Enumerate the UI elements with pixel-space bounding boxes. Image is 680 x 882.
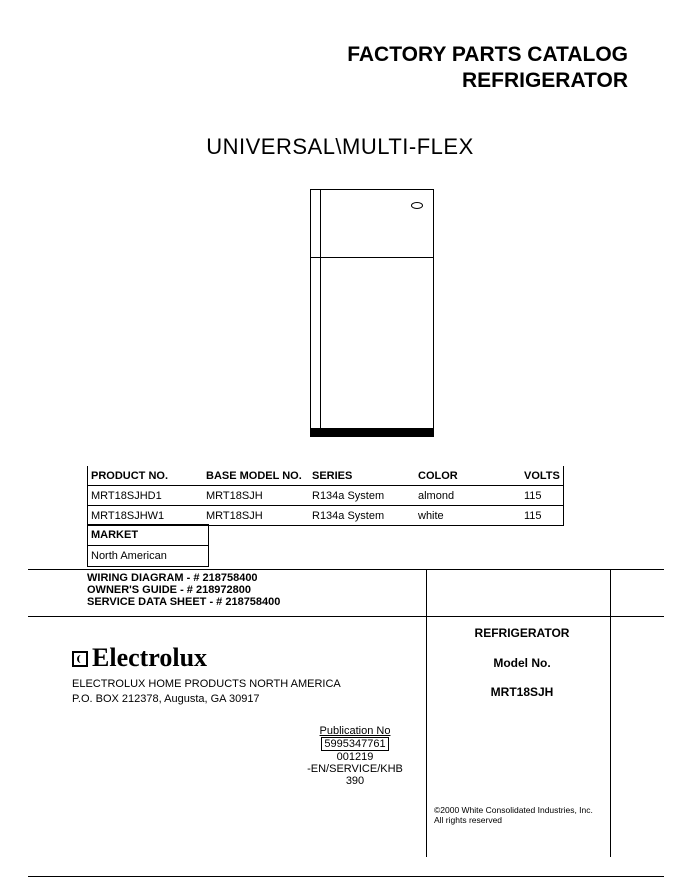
publication-label: Publication No xyxy=(319,725,391,737)
copyright-line-1: ©2000 White Consolidated Industries, Inc. xyxy=(434,805,593,815)
service-data-sheet-ref: SERVICE DATA SHEET - # 218758400 xyxy=(87,596,281,608)
divider-top xyxy=(28,569,664,570)
document-references xyxy=(87,572,280,608)
market-value: North American xyxy=(91,550,167,562)
door-handle xyxy=(411,202,423,209)
col-color: COLOR xyxy=(418,469,458,482)
product-line-subtitle: UNIVERSAL\MULTI-FLEX xyxy=(206,134,474,159)
address-line-2: P.O. BOX 212378, Augusta, GA 30917 xyxy=(72,693,260,705)
copyright-line-2: All rights reserved xyxy=(434,815,503,825)
refrigerator-illustration xyxy=(310,189,434,437)
model-label: Model No. xyxy=(493,656,551,670)
publication-dept: -EN/SERVICE/KHB xyxy=(307,763,403,775)
divider-bottom xyxy=(28,876,664,877)
cell-volts: 115 xyxy=(521,506,563,526)
brand-name: Electrolux xyxy=(92,643,208,672)
publication-number: 5995347761 xyxy=(321,737,388,751)
col-product-no: PRODUCT NO. xyxy=(88,466,204,486)
cell-volts: 115 xyxy=(521,486,563,506)
table-row xyxy=(88,506,564,526)
cell-product-no: MRT18SJHD1 xyxy=(88,486,204,506)
product-table xyxy=(87,466,564,526)
cell-base-model: MRT18SJH xyxy=(203,506,309,526)
cell-base-model: MRT18SJH xyxy=(203,486,309,506)
company-address xyxy=(72,677,341,707)
product-type-title: REFRIGERATOR xyxy=(461,69,628,92)
divider-vertical-right xyxy=(610,569,611,857)
market-box xyxy=(87,524,209,567)
product-table-header xyxy=(88,466,564,486)
cell-color: almond xyxy=(415,486,521,506)
wiring-diagram-ref: WIRING DIAGRAM - # 218758400 xyxy=(87,572,258,584)
publication-page: 390 xyxy=(345,775,365,787)
owners-guide-ref: OWNER'S GUIDE - # 218972800 xyxy=(87,584,252,596)
right-panel-type: REFRIGERATOR xyxy=(474,626,570,640)
cell-series: R134a System xyxy=(309,486,415,506)
catalog-title: FACTORY PARTS CATALOG xyxy=(347,43,628,66)
publication-info xyxy=(300,725,410,787)
col-volts: VOLTS xyxy=(521,466,563,486)
model-number: MRT18SJH xyxy=(490,685,554,699)
fridge-base xyxy=(311,428,433,436)
copyright xyxy=(434,805,593,825)
col-base-model: BASE MODEL NO. xyxy=(206,469,302,482)
door-edge xyxy=(320,190,321,436)
cell-color: white xyxy=(415,506,521,526)
publication-date: 001219 xyxy=(336,751,374,763)
cell-product-no: MRT18SJHW1 xyxy=(88,506,204,526)
market-header: MARKET xyxy=(88,525,208,546)
divider-middle xyxy=(28,616,664,617)
cell-series: R134a System xyxy=(309,506,415,526)
freezer-door-split xyxy=(311,257,433,258)
divider-vertical-left xyxy=(426,569,427,857)
brand-logo xyxy=(72,643,207,673)
table-row xyxy=(88,486,564,506)
electrolux-logo-icon xyxy=(72,651,88,667)
col-series: SERIES xyxy=(312,469,353,482)
address-line-1: ELECTROLUX HOME PRODUCTS NORTH AMERICA xyxy=(72,678,341,690)
